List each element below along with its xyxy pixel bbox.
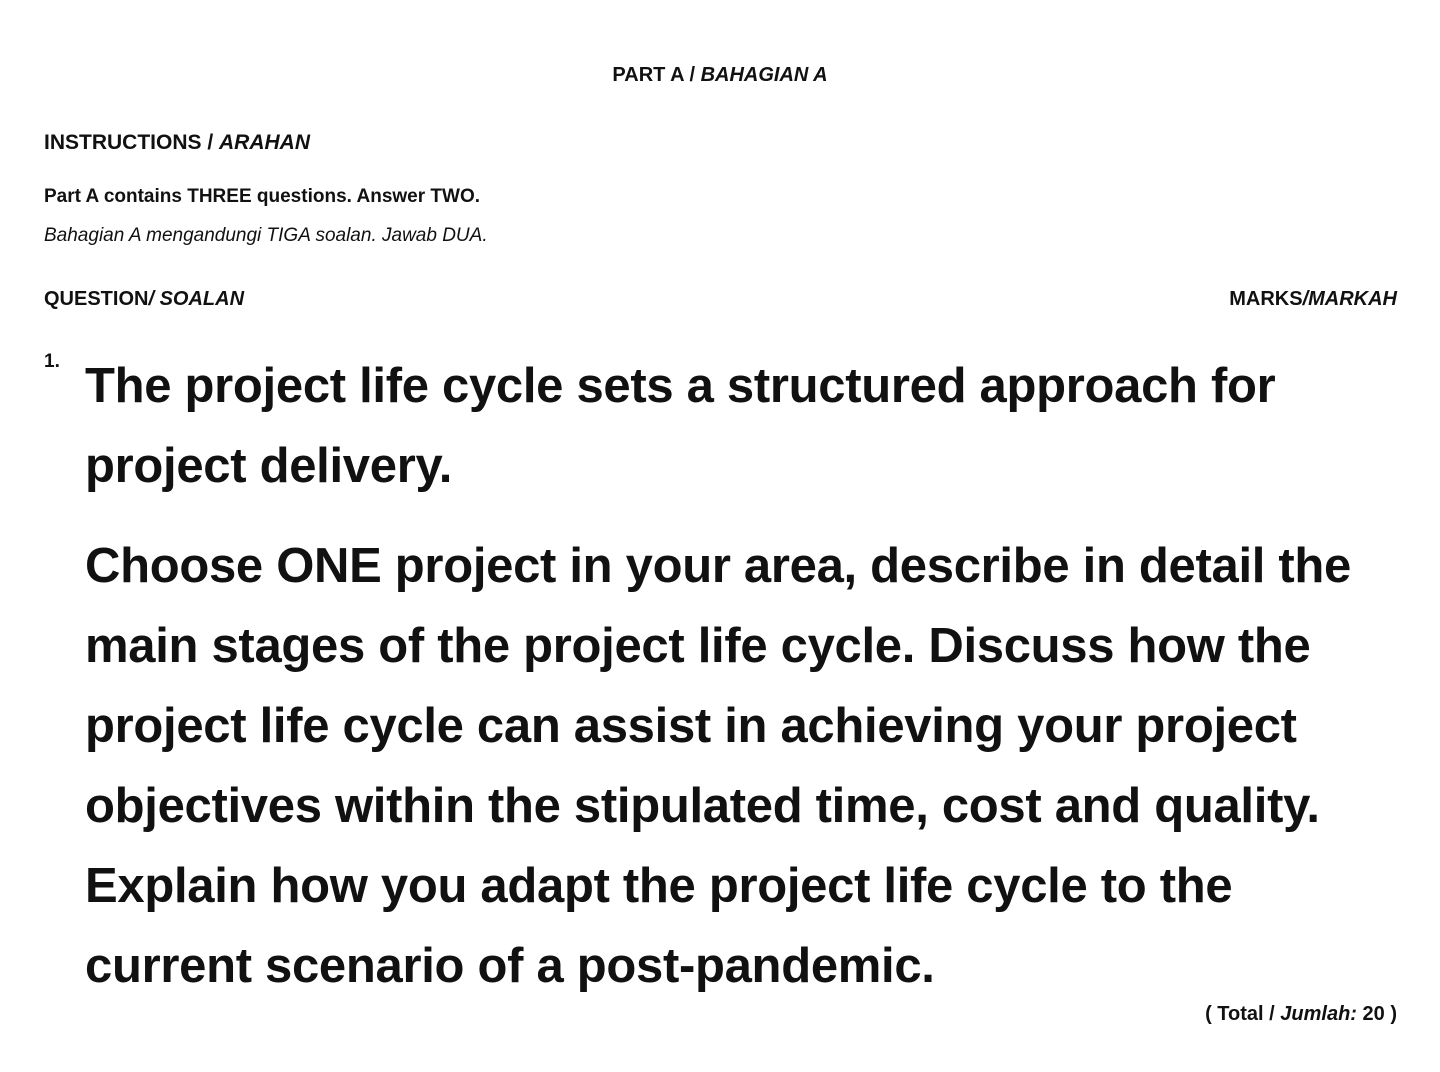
total-label-ms: Jumlah: bbox=[1280, 1003, 1357, 1025]
part-title bbox=[0, 64, 1440, 87]
question-label-ms: / SOALAN bbox=[148, 288, 245, 310]
instructions-heading bbox=[44, 131, 310, 155]
marks-label-ms: /MARKAH bbox=[1302, 288, 1397, 310]
question-body bbox=[85, 346, 1405, 1006]
instructions-text-en: Part A contains THREE questions. Answer TWO. bbox=[44, 186, 480, 207]
question-number: 1. bbox=[44, 351, 60, 372]
marks-label-en: MARKS bbox=[1229, 288, 1303, 310]
total-value: 20 ) bbox=[1356, 1003, 1397, 1025]
instructions-heading-en: INSTRUCTIONS / bbox=[44, 131, 220, 154]
part-title-ms: BAHAGIAN A bbox=[700, 64, 828, 86]
instructions-text-ms: Bahagian A mengandungi TIGA soalan. Jawab DUA. bbox=[44, 225, 488, 246]
question-label-en: QUESTION bbox=[44, 288, 149, 310]
total-marks bbox=[1205, 1003, 1397, 1026]
question-paragraph-2: Choose ONE project in your area, describe in detail the main stages of the project life cycle. Discuss how the project life cycle can assist in achieving your project objectives within the stipulated time, cost and quality. Explain how you adapt the project life cycle to the current scenario of a post-pandemic. bbox=[85, 539, 1351, 993]
question-column-label bbox=[44, 288, 244, 311]
part-title-en: PART A / bbox=[612, 64, 701, 86]
total-open: ( Total / bbox=[1205, 1003, 1281, 1025]
marks-column-label bbox=[1229, 288, 1397, 311]
instructions-heading-ms: ARAHAN bbox=[219, 131, 311, 154]
question-paragraph-1: The project life cycle sets a structured approach for project delivery. bbox=[85, 359, 1276, 493]
